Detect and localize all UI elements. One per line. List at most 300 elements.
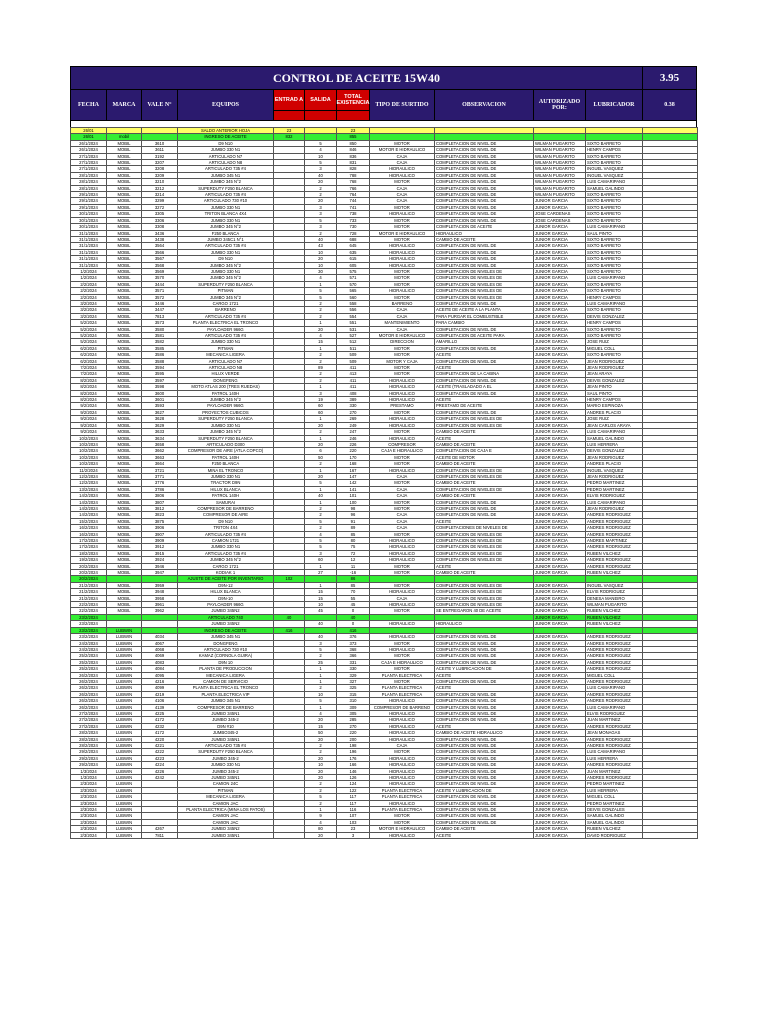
header-existencia-label: TOTAL EXISTENCIA: [337, 90, 369, 110]
cell-equipo: TRITON 4X4: [178, 525, 274, 531]
cell-tipo: HIDRAULICO: [370, 288, 435, 294]
cell-salida: 6: [305, 448, 337, 454]
cell-vale: 3208: [142, 166, 178, 172]
cell-autorizado: JUNIOR GARCIA: [534, 832, 586, 838]
cell-lubricador: SIXTO BARRETO: [586, 243, 643, 249]
cell-marca: LUBWIN: [107, 755, 142, 761]
cell-tipo: PLANTA ELECTRICA: [370, 794, 435, 800]
cell-tipo: HIDRAULICO: [370, 550, 435, 556]
cell-salida: 1: [305, 807, 337, 813]
cell-autorizado: JUNIOR GARCIA: [534, 743, 586, 749]
cell-fecha: 26/2/2024: [71, 691, 107, 697]
cell-equipo: SAMURAI: [178, 499, 274, 505]
cell-fecha: 24/2/2024: [71, 646, 107, 652]
cell-autorizado: JUNIOR GARCIA: [534, 736, 586, 742]
cell-marca: MOBIL: [107, 371, 142, 377]
cell-vale: 3962: [142, 608, 178, 614]
cell-salida: 15: [305, 595, 337, 601]
cell-salida: 1: [305, 499, 337, 505]
cell-tipo: CAJA: [370, 192, 435, 198]
cell-marca: MOBIL: [107, 403, 142, 409]
cell-vale: 4225: [142, 710, 178, 716]
cell-equipo: CAMION DE SERVICIO: [178, 678, 274, 684]
cell-marca: MOBIL: [107, 333, 142, 339]
cell-lubricador: ANDRES RODRIGUEZ: [586, 563, 643, 569]
cell-fecha: 26/1/2024: [71, 147, 107, 153]
cell-existencia: 200: [337, 736, 370, 742]
cell-tipo: CAJA: [370, 307, 435, 313]
cell-observacion: COMPLETACION DE NIVEL DE: [435, 256, 534, 262]
cell-autorizado: JUNIOR GARCIA: [534, 371, 586, 377]
cell-existencia: -16: [337, 570, 370, 576]
cell-marca: MOBIL: [107, 397, 142, 403]
cell-lubricador: JUAN MARTINEZ: [586, 768, 643, 774]
cell-existencia: 331: [337, 659, 370, 665]
cell-salida: 20: [305, 832, 337, 838]
cell-tipo: HIDRAULICO: [370, 256, 435, 262]
cell-vale: 3633: [142, 429, 178, 435]
cell-salida: 4: [305, 819, 337, 825]
cell-autorizado: JUNIOR GARCIA: [534, 570, 586, 576]
cell-tipo: CAJA: [370, 743, 435, 749]
cell-observacion: COMPLETACION DE NIVELES DE: [435, 557, 534, 563]
cell-vale: 3573: [142, 320, 178, 326]
header-equipos: EQUIPOS: [178, 90, 274, 120]
cell-vale: 4222: [142, 749, 178, 755]
cell-fecha: 20/2/2024: [71, 570, 107, 576]
cell-lubricador: RUBEN VILCHEZ: [586, 550, 643, 556]
cell-equipo: ARTICULADO N8: [178, 160, 274, 166]
cell-fecha: 14/2/2024: [71, 493, 107, 499]
cell-marca: MOBIL: [107, 358, 142, 364]
cell-lubricador: ANDRES RODRIGUEZ: [586, 775, 643, 781]
cell-vale: 4220: [142, 736, 178, 742]
cell-salida: 20: [305, 717, 337, 723]
cell-existencia: 23: [337, 128, 370, 134]
cell-tipo: HIDRAULICO: [370, 243, 435, 249]
cell-fecha: 28/1/2024: [71, 179, 107, 185]
cell-lubricador: DENESA MANEIRO: [586, 595, 643, 601]
cell-salida: 9: [305, 813, 337, 819]
cell-observacion: COMPLETACION DE NIVEL DE: [435, 153, 534, 159]
cell-equipo: CAMION 1721: [178, 538, 274, 544]
cell-salida: 3: [305, 204, 337, 210]
header-entrada: [274, 90, 305, 120]
header-entrada-sub: [274, 110, 304, 120]
cell-equipo: CARGO 1721: [178, 300, 274, 306]
cell-vale: 4172: [142, 730, 178, 736]
cell-marca: MOBIL: [107, 179, 142, 185]
cell-equipo: PLANTA ELECTRICA EL TRONCO: [178, 685, 274, 691]
cell-autorizado: JUNIOR GARCIA: [534, 525, 586, 531]
cell-observacion: COMPLETACION DE NIVEL DE: [435, 794, 534, 800]
cell-autorizado: JUNIOR GARCIA: [534, 384, 586, 390]
cell-autorizado: JUNIOR GARCIA: [534, 435, 586, 441]
cell-equipo: ARTICULADO 735 #4: [178, 313, 274, 319]
header-salida: [305, 90, 337, 120]
cell-observacion: COMPLETACION DE NIVELES DE: [435, 473, 534, 479]
cell-equipo: PATROL 140H: [178, 493, 274, 499]
cell-existencia: 124: [337, 781, 370, 787]
cell-vale: 3566: [142, 249, 178, 255]
cell-salida: 4: [305, 147, 337, 153]
cell-observacion: COMPLETACION DE NIVEL DE: [435, 166, 534, 172]
cell-vale: 3568: [142, 262, 178, 268]
cell-salida: 20: [305, 326, 337, 332]
cell-lubricador: ANDRES PLACIO: [586, 409, 643, 415]
cell-marca: LUBWIN: [107, 826, 142, 832]
cell-autorizado: JUNIOR GARCIA: [534, 448, 586, 454]
cell-equipo: COMPRESOR DE AIRE (ATLA COPCO): [178, 448, 274, 454]
cell-marca: MOBIL: [107, 525, 142, 531]
cell-tipo: HIDRAULICO: [370, 262, 435, 268]
cell-vale: 7811: [142, 832, 178, 838]
header-lubricador: LUBRICADOR: [586, 90, 643, 120]
cell-autorizado: JUNIOR GARCIA: [534, 262, 586, 268]
cell-vale: 3628: [142, 416, 178, 422]
cell-salida: 2: [305, 230, 337, 236]
cell-vale: 3212: [142, 185, 178, 191]
cell-fecha: 19/2/2024: [71, 557, 107, 563]
cell-marca: MOBIL: [107, 198, 142, 204]
cell-tipo: HIDRAULICO: [370, 768, 435, 774]
cell-marca: MOBIL: [107, 224, 142, 230]
cell-lubricador: SAMUEL GALINDO: [586, 435, 643, 441]
cell-autorizado: JUNIOR GARCIA: [534, 621, 586, 627]
cell-vale: 3806: [142, 493, 178, 499]
cell-lubricador: LUIS CAMARIPANO: [586, 685, 643, 691]
cell-vale: 4139: [142, 704, 178, 710]
cell-salida: 20: [305, 198, 337, 204]
cell-autorizado: JUNIOR GARCIA: [534, 461, 586, 467]
header-marca: MARCA: [107, 90, 142, 120]
cell-fecha: 7/2/2024: [71, 371, 107, 377]
cell-marca: LUBWIN: [107, 807, 142, 813]
cell-observacion: PRESTAMO DE ACEITE: [435, 403, 534, 409]
cell-existencia: 147: [337, 473, 370, 479]
cell-observacion: COMPLETACION DE NIVELES DE: [435, 550, 534, 556]
cell-marca: LUBWIN: [107, 666, 142, 672]
cell-lubricador: RUBEN VILCHEZ: [586, 614, 643, 620]
cell-tipo: MOTOR: [370, 217, 435, 223]
cell-equipo: ARTICULADO 735 #4: [178, 243, 274, 249]
header-precio: 0.38: [664, 102, 675, 108]
cell-tipo: BARRENO: [370, 300, 435, 306]
cell-autorizado: JUNIOR GARCIA: [534, 659, 586, 665]
cell-equipo: PITMAN: [178, 288, 274, 294]
cell-vale: 3807: [142, 499, 178, 505]
cell-marca: MOBIL: [107, 448, 142, 454]
cell-fecha: 27/1/2024: [71, 166, 107, 172]
cell-marca: MOBIL: [107, 313, 142, 319]
cell-salida: 10: [305, 262, 337, 268]
cell-marca: LUBWIN: [107, 704, 142, 710]
cell-equipo: D9 N10: [178, 518, 274, 524]
cell-tipo: MOTOR: [370, 268, 435, 274]
cell-fecha: 9/2/2024: [71, 422, 107, 428]
cell-fecha: 28/2/2024: [71, 730, 107, 736]
cell-tipo: MOTOR: [370, 749, 435, 755]
cell-lubricador: RUBEN VILCHEZ: [586, 826, 643, 832]
cell-fecha: 2/3/2024: [71, 813, 107, 819]
cell-fecha: 12/2/2024: [71, 473, 107, 479]
cell-autorizado: JUNIOR GARCIA: [534, 313, 586, 319]
cell-salida: 20: [305, 768, 337, 774]
cell-marca: MOBIL: [107, 582, 142, 588]
cell-fecha: 31/1/2024: [71, 256, 107, 262]
cell-fecha: 22/2/2024: [71, 602, 107, 608]
cell-vale: 3586: [142, 352, 178, 358]
cell-existencia: 531: [337, 326, 370, 332]
cell-fecha: 31/1/2024: [71, 262, 107, 268]
cell-observacion: COMPLETACION DE NIVEL DE: [435, 198, 534, 204]
cell-entrada: 832: [274, 134, 305, 140]
cell-observacion: COMPLETACION DE NIVEL DE: [435, 749, 534, 755]
cell-equipo: JUMBO 330 N1: [178, 422, 274, 428]
cell-autorizado: JUNIOR GARCIA: [534, 666, 586, 672]
cell-observacion: CAMBIO DE ACEITE: [435, 236, 534, 242]
cell-salida: 3: [305, 211, 337, 217]
cell-lubricador: JEAN RODRIGUEZ: [586, 505, 643, 511]
cell-existencia: 198: [337, 743, 370, 749]
cell-autorizado: JUNIOR GARCIA: [534, 602, 586, 608]
cell-vale: 4172: [142, 717, 178, 723]
cell-lubricador: ANDRES RODRIGUEZ: [586, 525, 643, 531]
cell-equipo: JUMBO 345 N1: [178, 634, 274, 640]
cell-marca: MOBIL: [107, 538, 142, 544]
cell-equipo: HILUX VERDE: [178, 371, 274, 377]
cell-equipo: SUPERDUTY F250 BLANCA: [178, 281, 274, 287]
cell-autorizado: WILMAN PUGARITO: [534, 140, 586, 146]
cell-lubricador: DEIVIS GONZALES: [586, 807, 643, 813]
cell-fecha: 27/1/2024: [71, 160, 107, 166]
cell-fecha: 6/2/2024: [71, 345, 107, 351]
cell-salida: 10: [305, 249, 337, 255]
cell-existencia: 176: [337, 755, 370, 761]
cell-tipo: PLANTA ELECTRICA: [370, 672, 435, 678]
cell-vale: 3909: [142, 538, 178, 544]
cell-observacion: COMPLETACION DE ACEITE PARA: [435, 333, 534, 339]
cell-salida: 2: [305, 307, 337, 313]
cell-tipo: CAJA: [370, 326, 435, 332]
cell-observacion: COMPLETACION DE NIVELES DE: [435, 589, 534, 595]
cell-equipo: JUMBO 345 N°2: [178, 275, 274, 281]
cell-salida: 1: [305, 678, 337, 684]
cell-observacion: COMPLETACION DE NIVELES DE: [435, 467, 534, 473]
cell-lubricador: LUIS CAMARIPANO: [586, 749, 643, 755]
cell-lubricador: LUIS HERRERA: [586, 441, 643, 447]
cell-equipo: JUMBO 345 N°2: [178, 294, 274, 300]
cell-tipo: MOTOR: [370, 499, 435, 505]
cell-tipo: HIDRAULICO: [370, 698, 435, 704]
cell-tipo: MOTOR: [370, 409, 435, 415]
cell-autorizado: WILMAN PUGARITO: [534, 179, 586, 185]
cell-autorizado: JUNIOR GARCIA: [534, 717, 586, 723]
cell-equipo: PITMAN: [178, 787, 274, 793]
cell-tipo: MOTOR: [370, 563, 435, 569]
cell-autorizado: JUNIOR GARCIA: [534, 441, 586, 447]
cell-lubricador: ELVIS RODRIGUEZ: [586, 493, 643, 499]
cell-tipo: PLANTA ELECTRICA: [370, 807, 435, 813]
cell-lubricador: SIXTO BARRETO: [586, 256, 643, 262]
cell-observacion: COMPLETACION DE NIVEL DE: [435, 698, 534, 704]
cell-vale: 4084: [142, 666, 178, 672]
cell-fecha: 27/1/2024: [71, 153, 107, 159]
cell-marca: LUBWIN: [107, 698, 142, 704]
cell-tipo: MOTOR: [370, 608, 435, 614]
cell-vale: 4099: [142, 685, 178, 691]
cell-tipo: MOTOR: [370, 345, 435, 351]
cell-existencia: 766: [337, 185, 370, 191]
cell-fecha: 24/2/2024: [71, 640, 107, 646]
cell-equipo: COMPRESOR DE AIRE: [178, 512, 274, 518]
cell-equipo: JUMBO 345N2: [178, 621, 274, 627]
cell-tipo: MOTOR: [370, 352, 435, 358]
cell-vale: 4219: [142, 691, 178, 697]
cell-vale: 3663: [142, 454, 178, 460]
cell-observacion: COMPLETACION DE NIVEL DE: [435, 781, 534, 787]
cell-vale: 7813: [142, 313, 178, 319]
cell-vale: 3961: [142, 602, 178, 608]
cell-tipo: HIDRAULICO: [370, 736, 435, 742]
cell-existencia: 325: [337, 685, 370, 691]
cell-tipo: MOTOR: [370, 275, 435, 281]
cell-marca: MOBIL: [107, 185, 142, 191]
header-entrada-label: ENTRAD A: [274, 90, 304, 110]
cell-autorizado: JUNIOR GARCIA: [534, 781, 586, 787]
cell-fecha: 3/2/2024: [71, 307, 107, 313]
cell-existencia: 100: [337, 499, 370, 505]
cell-autorizado: JUNIOR GARCIA: [534, 653, 586, 659]
cell-tipo: HIDRAULICO: [370, 800, 435, 806]
cell-marca: MOBIL: [107, 262, 142, 268]
cell-autorizado: JUNIOR GARCIA: [534, 429, 586, 435]
cell-tipo: MOTOR E HIDRAULICO: [370, 147, 435, 153]
cell-entrada: [274, 832, 305, 838]
header-existencia-sub: [337, 110, 369, 120]
cell-equipo: D9N 10: [178, 659, 274, 665]
cell-existencia: 615: [337, 256, 370, 262]
cell-salida: 20: [305, 179, 337, 185]
cell-observacion: ACEITE: [435, 723, 534, 729]
cell-tipo: HIDRAULICO: [370, 538, 435, 544]
cell-lubricador: ANDRES RODRIGUEZ: [586, 736, 643, 742]
cell-salida: 3: [305, 640, 337, 646]
cell-tipo: HIDRAULICO: [370, 781, 435, 787]
header-vale: VALE N°: [142, 90, 178, 120]
cell-lubricador: LUIS CAMARIPANO: [586, 224, 643, 230]
cell-autorizado: JUNIOR GARCIA: [534, 691, 586, 697]
cell-equipo: D9N-10: [178, 595, 274, 601]
cell-tipo: CAJA: [370, 198, 435, 204]
cell-marca: MOBIL: [107, 281, 142, 287]
cell-observacion: COMPLETACION DE NIVEL DE: [435, 736, 534, 742]
cell-observacion: COMPLETACION DE NIVEL DE: [435, 691, 534, 697]
cell-tipo: MOTOR: [370, 429, 435, 435]
cell-existencia: 828: [337, 166, 370, 172]
cell-observacion: COMPLETACION DE NIVEL DE: [435, 646, 534, 652]
cell-salida: 80: [305, 826, 337, 832]
cell-marca: MOBIL: [107, 377, 142, 383]
cell-salida: 20: [305, 422, 337, 428]
cell-existencia: 0: [337, 621, 370, 627]
cell-tipo: MOTOR: [370, 666, 435, 672]
cell-fecha: 28/1/2024: [71, 172, 107, 178]
cell-tipo: HIDRAULICO: [370, 775, 435, 781]
cell-marca: LUBWIN: [107, 640, 142, 646]
cell-vale: 4223: [142, 755, 178, 761]
cell-equipo: PAYLOADER 966G: [178, 602, 274, 608]
cell-lubricador: ANDRES RODRIGUEZ: [586, 634, 643, 640]
cell-marca: LUBWIN: [107, 723, 142, 729]
cell-marca: MOBIL: [107, 300, 142, 306]
cell-equipo: JUMBO 330 N1: [178, 762, 274, 768]
cell-tipo: MOTOR: [370, 371, 435, 377]
cell-fecha: 5/2/2024: [71, 326, 107, 332]
cell-observacion: CAMBIO DE ACEITE: [435, 493, 534, 499]
cell-autorizado: WILMAN PUGARITO: [534, 153, 586, 159]
header-salida-label: SALIDA: [305, 90, 336, 110]
cell-equipo: F250 BLANCA: [178, 461, 274, 467]
cell-salida: 3: [305, 224, 337, 230]
cell-tipo: HIDRAULICO: [370, 390, 435, 396]
cell-equipo: KAMAZ (CORNOLA GUIRA): [178, 653, 274, 659]
cell-lubricador: ANDRES MARTINEZ: [586, 538, 643, 544]
cell-autorizado: JUNIOR GARCIA: [534, 397, 586, 403]
cell-observacion: COMPLETACION DE NIVEL DE: [435, 807, 534, 813]
cell-lubricador: SIXTO BARRETO: [586, 249, 643, 255]
cell-autorizado: JUNIOR GARCIA: [534, 499, 586, 505]
cell-existencia: 246: [337, 435, 370, 441]
cell-observacion: ACEITE: [435, 365, 534, 371]
cell-marca: MOBIL: [107, 153, 142, 159]
cell-salida: 5: [305, 294, 337, 300]
cell-observacion: CAMBIO DE ACEITE: [435, 826, 534, 832]
cell-marca: MOBIL: [107, 480, 142, 486]
cell-equipo: PLANTA ELECTRICA VIP: [178, 691, 274, 697]
cell-lubricador: SIXTO BARRETO: [586, 326, 643, 332]
cell-marca: LUBWIN: [107, 762, 142, 768]
cell-tipo: DIRECCION: [370, 339, 435, 345]
cell-existencia: 512: [337, 339, 370, 345]
cell-tipo: HIDRAULICO: [370, 544, 435, 550]
cell-salida: 5: [305, 538, 337, 544]
cell-lubricador: SAUL PINTO: [586, 230, 643, 236]
cell-equipo: MECANICA LIGERA: [178, 672, 274, 678]
cell-equipo: INGRESO DE ACEITE: [178, 134, 274, 140]
cell-observacion: ACEITE: [435, 435, 534, 441]
cell-equipo: ARTICULADO 735 #4: [178, 743, 274, 749]
cell-existencia: 86: [337, 576, 370, 582]
cell-observacion: COMPLETACION DE NIVEL DE: [435, 326, 534, 332]
cell-salida: 1: [305, 672, 337, 678]
cell-fecha: 25/2/2024: [71, 666, 107, 672]
cell-fecha: 2/3/2024: [71, 794, 107, 800]
cell-existencia: 509: [337, 352, 370, 358]
cell-equipo: KODIAK 1: [178, 570, 274, 576]
cell-salida: 5: [305, 480, 337, 486]
cell-salida: 2: [305, 377, 337, 383]
cell-existencia: 329: [337, 672, 370, 678]
cell-autorizado: JUNIOR GARCIA: [534, 678, 586, 684]
cell-autorizado: JUNIOR GARCIA: [534, 403, 586, 409]
cell-existencia: 89: [337, 525, 370, 531]
cell-marca: LUBWIN: [107, 794, 142, 800]
cell-equipo: D9 N10: [178, 256, 274, 262]
cell-vale: 3272: [142, 204, 178, 210]
cell-tipo: CAJA E HIDRAULICO: [370, 448, 435, 454]
header-tipo: TIPO DE SURTIDO: [370, 90, 435, 120]
